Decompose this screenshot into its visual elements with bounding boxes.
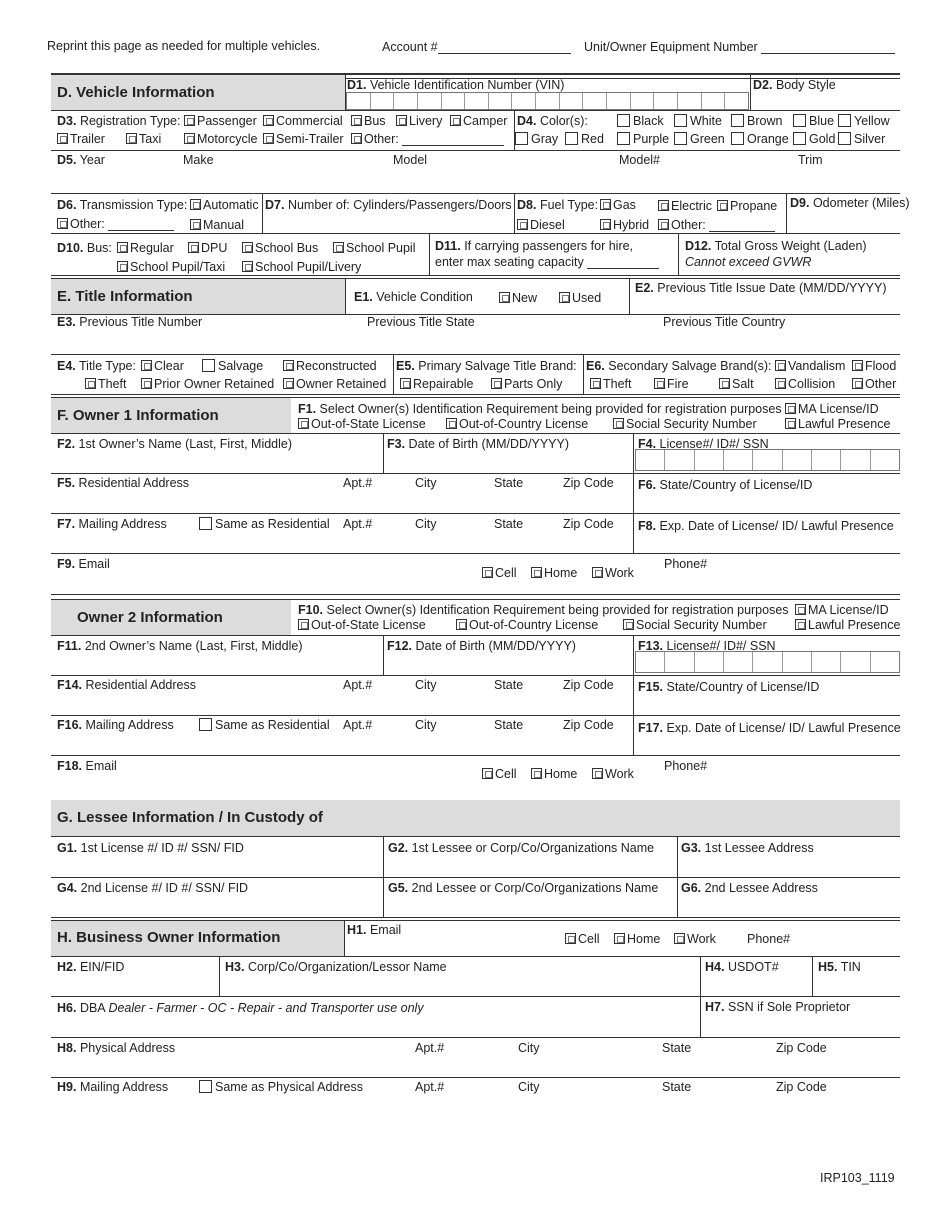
fuel-hybrid-checkbox[interactable]: Hybrid [600, 218, 649, 232]
f14-zip[interactable]: Zip Code [563, 678, 614, 692]
h3-corp-name[interactable]: H3. Corp/Co/Organization/Lessor Name [225, 960, 447, 974]
f14-residential-address[interactable]: F14. Residential Address [57, 678, 196, 692]
d8-label: Fuel Type: [539, 198, 599, 212]
d6-label: Transmission Type: [79, 198, 188, 212]
reg-livery-checkbox[interactable]: Livery [396, 114, 442, 128]
f9-home-checkbox[interactable]: Home [531, 566, 577, 580]
d11-label: If carrying passengers for hire, [464, 239, 634, 253]
f18-email[interactable]: F18. Email [57, 759, 117, 773]
e6-label: Secondary Salvage Brand(s): [608, 359, 772, 373]
h8-apt[interactable]: Apt.# [415, 1041, 445, 1055]
bus-regular-checkbox[interactable]: Regular [117, 241, 174, 255]
f16-zip[interactable]: Zip Code [563, 718, 614, 732]
rule [51, 150, 900, 151]
fuel-electric-checkbox[interactable]: Electric [658, 199, 712, 213]
f1-label: Select Owner(s) Identification Requirement being provided for registration purposes [319, 402, 782, 416]
h8-physical-address[interactable]: H8. Physical Address [57, 1041, 176, 1055]
brand-fire-checkbox[interactable]: Fire [654, 377, 689, 391]
g5-lessee-name[interactable]: G5. 2nd Lessee or Corp/Co/Organizations Name [388, 881, 659, 895]
rule [51, 433, 900, 434]
model-number-field[interactable]: Model# [619, 153, 660, 167]
rule [514, 193, 515, 233]
d3-label: Registration Type: [79, 114, 181, 128]
h4-usdot[interactable]: H4. USDOT# [705, 960, 779, 974]
rule [51, 233, 900, 234]
color-gold-checkbox[interactable]: Gold [793, 132, 835, 146]
brand-collision-checkbox[interactable]: Collision [775, 377, 835, 391]
section-g-title: G. Lessee Information / In Custody of [57, 809, 323, 826]
rule [344, 921, 345, 956]
reg-camper-checkbox[interactable]: Camper [450, 114, 507, 128]
color-purple-checkbox[interactable]: Purple [617, 132, 669, 146]
f13-license-input[interactable] [635, 651, 900, 673]
h1-phone[interactable]: Phone# [747, 932, 791, 946]
o2-id-ssn-checkbox[interactable]: Social Security Number [623, 618, 767, 632]
f17-expiration-date[interactable]: F17. Exp. Date of License/ ID/ Lawful Presence [638, 721, 901, 735]
f4-license-label: F4. License#/ ID#/ SSN [638, 437, 769, 451]
color-gray-checkbox[interactable]: Gray [515, 132, 558, 146]
rule [583, 354, 584, 394]
unit-number-label: Unit/Owner Equipment Number [584, 40, 758, 54]
rule [750, 75, 751, 110]
rule [678, 233, 679, 275]
reprint-note: Reprint this page as needed for multiple vehicles. [47, 39, 321, 53]
d2-body-style[interactable]: D2. Body Style [753, 78, 836, 92]
title-prior-owner-retained-checkbox[interactable]: Prior Owner Retained [141, 377, 274, 391]
color-green-checkbox[interactable]: Green [674, 132, 725, 146]
rule [383, 433, 384, 473]
fuel-propane-checkbox[interactable]: Propane [717, 199, 777, 213]
h7-ssn[interactable]: H7. SSN if Sole Proprietor [705, 1000, 851, 1014]
brand-vandalism-checkbox[interactable]: Vandalism [775, 359, 845, 373]
id-ssn-checkbox[interactable]: Social Security Number [613, 417, 757, 431]
f18-home-checkbox[interactable]: Home [531, 767, 577, 781]
g6-lessee-address[interactable]: G6. 2nd Lessee Address [681, 881, 818, 895]
bus-school-bus-checkbox[interactable]: School Bus [242, 241, 318, 255]
form-code: IRP103_1119 [820, 1171, 895, 1185]
e2-previous-title-date[interactable]: E2. Previous Title Issue Date (MM/DD/YYYY) [635, 281, 887, 295]
rule [51, 755, 900, 756]
g3-lessee-address[interactable]: G3. 1st Lessee Address [681, 841, 814, 855]
rule [51, 917, 900, 918]
unit-number-field[interactable] [584, 40, 895, 54]
f5-city[interactable]: City [415, 476, 437, 490]
f7-mailing-address[interactable]: F7. Mailing Address [57, 517, 167, 531]
f18-phone[interactable]: Phone# [664, 759, 708, 773]
f4-license-input[interactable] [635, 449, 900, 471]
condition-used-checkbox[interactable]: Used [559, 291, 601, 305]
f7-apt[interactable]: Apt.# [343, 517, 373, 531]
f5-apt[interactable]: Apt.# [343, 476, 373, 490]
fuel-diesel-checkbox[interactable]: Diesel [517, 218, 565, 232]
d1-number: D1. [347, 78, 367, 92]
o2-id-ma-license-checkbox[interactable]: MA License/ID [795, 603, 889, 617]
f15-state-country[interactable]: F15. State/Country of License/ID [638, 680, 820, 694]
f5-state[interactable]: State [494, 476, 524, 490]
color-orange-checkbox[interactable]: Orange [731, 132, 789, 146]
e5-number: E5. [396, 359, 415, 373]
owner2-title: Owner 2 Information [77, 609, 223, 626]
h9-same-as-physical-checkbox[interactable]: Same as Physical Address [199, 1080, 363, 1094]
d3-number: D3. [57, 114, 77, 128]
rule [262, 193, 263, 233]
color-white-checkbox[interactable]: White [674, 114, 722, 128]
f9-email[interactable]: F9. Email [57, 557, 110, 571]
f7-same-as-residential-checkbox[interactable]: Same as Residential [199, 517, 330, 531]
f5-residential-address[interactable]: F5. Residential Address [57, 476, 190, 490]
model-field[interactable]: Model [393, 153, 428, 167]
g2-lessee-name[interactable]: G2. 1st Lessee or Corp/Co/Organizations Name [388, 841, 655, 855]
previous-title-country[interactable]: Previous Title Country [663, 315, 786, 329]
d11-seating-capacity[interactable]: enter max seating capacity [435, 255, 659, 269]
h1-email[interactable]: H1. Email [347, 923, 402, 937]
id-ma-license-checkbox[interactable]: MA License/ID [785, 402, 879, 416]
h9-city[interactable]: City [518, 1080, 540, 1094]
e1-number: E1. [354, 290, 373, 304]
f18-work-checkbox[interactable]: Work [592, 767, 634, 781]
reg-semi-trailer-checkbox[interactable]: Semi-Trailer [263, 132, 344, 146]
rule [51, 513, 900, 514]
h9-mailing-address[interactable]: H9. Mailing Address [57, 1080, 169, 1094]
reg-commercial-checkbox[interactable]: Commercial [263, 114, 343, 128]
rule [51, 553, 900, 554]
bus-school-pupil-livery-checkbox[interactable]: School Pupil/Livery [242, 260, 361, 274]
reg-taxi-checkbox[interactable]: Taxi [126, 132, 161, 146]
rule [51, 394, 900, 395]
rule [51, 354, 900, 355]
account-field[interactable] [382, 40, 571, 54]
color-blue-checkbox[interactable]: Blue [793, 114, 834, 128]
h9-apt[interactable]: Apt.# [415, 1080, 445, 1094]
color-red-checkbox[interactable]: Red [565, 132, 604, 146]
d12-gross-weight[interactable]: D12. Total Gross Weight (Laden) [685, 239, 867, 253]
f1-number: F1. [298, 402, 317, 416]
h8-city[interactable]: City [518, 1041, 540, 1055]
rule [51, 594, 900, 595]
h1-cell-checkbox[interactable]: Cell [565, 932, 600, 946]
f16-apt[interactable]: Apt.# [343, 718, 373, 732]
f7-zip[interactable]: Zip Code [563, 517, 614, 531]
f5-zip[interactable]: Zip Code [563, 476, 614, 490]
rule [51, 715, 900, 716]
rule [629, 279, 630, 314]
brand-parts-only-checkbox[interactable]: Parts Only [491, 377, 562, 391]
color-black-checkbox[interactable]: Black [617, 114, 664, 128]
o2-id-out-of-state-checkbox[interactable]: Out-of-State License [298, 618, 426, 632]
g4-license[interactable]: G4. 2nd License #/ ID #/ SSN/ FID [57, 881, 249, 895]
f12-date-of-birth[interactable]: F12. Date of Birth (MM/DD/YYYY) [387, 639, 576, 653]
e1-label: Vehicle Condition [376, 290, 473, 304]
rule [633, 635, 634, 755]
o2-id-out-of-country-checkbox[interactable]: Out-of-Country License [456, 618, 598, 632]
make-field[interactable]: Make [183, 153, 214, 167]
f14-state[interactable]: State [494, 678, 524, 692]
f16-city[interactable]: City [415, 718, 437, 732]
h6-dba[interactable]: H6. DBA Dealer - Farmer - OC - Repair - and Transporter use only [57, 1001, 424, 1015]
rule [51, 996, 900, 997]
d1-label: Vehicle Identification Number (VIN) [369, 78, 565, 92]
d9-odometer[interactable]: D9. Odometer (Miles) [790, 196, 910, 210]
rule [51, 956, 900, 957]
d10-number: D10. [57, 241, 84, 255]
e5-label: Primary Salvage Title Brand: [418, 359, 577, 373]
vin-input[interactable] [346, 92, 749, 110]
f8-expiration-date[interactable]: F8. Exp. Date of License/ ID/ Lawful Presence [638, 519, 894, 533]
rule [345, 279, 346, 314]
f7-city[interactable]: City [415, 517, 437, 531]
reg-motorcycle-checkbox[interactable]: Motorcycle [184, 132, 257, 146]
reg-bus-checkbox[interactable]: Bus [351, 114, 386, 128]
f9-work-checkbox[interactable]: Work [592, 566, 634, 580]
h1-work-checkbox[interactable]: Work [674, 932, 716, 946]
f9-phone[interactable]: Phone# [664, 557, 708, 571]
reg-other-checkbox[interactable]: Other: [351, 132, 504, 146]
h9-state[interactable]: State [662, 1080, 692, 1094]
title-theft-checkbox[interactable]: Theft [85, 377, 127, 391]
title-reconstructed-checkbox[interactable]: Reconstructed [283, 359, 377, 373]
rule [383, 635, 384, 675]
rule [812, 956, 813, 996]
rule [51, 836, 900, 837]
h9-zip[interactable]: Zip Code [776, 1080, 827, 1094]
rule [51, 275, 900, 276]
h8-state[interactable]: State [662, 1041, 692, 1055]
rule [51, 473, 900, 474]
d8-number: D8. [517, 198, 537, 212]
brand-salt-checkbox[interactable]: Salt [719, 377, 754, 391]
title-clear-checkbox[interactable]: Clear [141, 359, 184, 373]
d5-year[interactable]: D5. Year [57, 153, 105, 167]
trans-other-checkbox[interactable]: Other: [57, 217, 174, 231]
d4-number: D4. [517, 114, 537, 128]
color-yellow-checkbox[interactable]: Yellow [838, 114, 890, 128]
rule [219, 956, 220, 996]
color-brown-checkbox[interactable]: Brown [731, 114, 782, 128]
brand-flood-checkbox[interactable]: Flood [852, 359, 896, 373]
h5-tin[interactable]: H5. TIN [818, 960, 861, 974]
rule [51, 877, 900, 878]
d4-label: Color(s): [539, 114, 588, 128]
reg-passenger-checkbox[interactable]: Passenger [184, 114, 257, 128]
d10-label: Bus: [86, 241, 112, 255]
f10-label: Select Owner(s) Identification Requirement being provided for registration purposes [326, 603, 789, 617]
bus-dpu-checkbox[interactable]: DPU [188, 241, 227, 255]
h8-zip[interactable]: Zip Code [776, 1041, 827, 1055]
condition-new-checkbox[interactable]: New [499, 291, 537, 305]
trim-field[interactable]: Trim [798, 153, 823, 167]
rule [51, 193, 900, 194]
fuel-gas-checkbox[interactable]: Gas [600, 198, 636, 212]
rule [51, 675, 900, 676]
trans-manual-checkbox[interactable]: Manual [190, 218, 244, 232]
bus-school-pupil-taxi-checkbox[interactable]: School Pupil/Taxi [117, 260, 225, 274]
section-e-title: E. Title Information [57, 288, 193, 305]
f3-date-of-birth[interactable]: F3. Date of Birth (MM/DD/YYYY) [387, 437, 569, 451]
e4-label: Title Type: [79, 359, 136, 373]
h2-ein[interactable]: H2. EIN/FID [57, 960, 125, 974]
e6-number: E6. [586, 359, 605, 373]
f13-license-label: F13. License#/ ID#/ SSN [638, 639, 776, 653]
f11-owner-name[interactable]: F11. 2nd Owner’s Name (Last, First, Middle) [57, 639, 303, 653]
rule [786, 193, 787, 233]
e4-number: E4. [57, 359, 76, 373]
rule [51, 1077, 900, 1078]
rule [393, 354, 394, 394]
title-salvage-checkbox[interactable]: Salvage [202, 359, 263, 373]
h1-home-checkbox[interactable]: Home [614, 932, 660, 946]
f18-cell-checkbox[interactable]: Cell [482, 767, 517, 781]
f16-mailing-address[interactable]: F16. Mailing Address [57, 718, 174, 732]
f6-state-country[interactable]: F6. State/Country of License/ID [638, 478, 813, 492]
id-out-of-country-checkbox[interactable]: Out-of-Country License [446, 417, 588, 431]
f2-owner-name[interactable]: F2. 1st Owner’s Name (Last, First, Middle) [57, 437, 293, 451]
fuel-other-checkbox[interactable]: Other: [658, 218, 775, 232]
title-owner-retained-checkbox[interactable]: Owner Retained [283, 377, 386, 391]
f7-state[interactable]: State [494, 517, 524, 531]
color-silver-checkbox[interactable]: Silver [838, 132, 885, 146]
brand-theft-checkbox[interactable]: Theft [590, 377, 632, 391]
trans-automatic-checkbox[interactable]: Automatic [190, 198, 259, 212]
id-out-of-state-checkbox[interactable]: Out-of-State License [298, 417, 426, 431]
brand-repairable-checkbox[interactable]: Repairable [400, 377, 473, 391]
rule [51, 1037, 900, 1038]
rule [51, 110, 900, 111]
f16-same-as-residential-checkbox[interactable]: Same as Residential [199, 718, 330, 732]
section-d-title: D. Vehicle Information [57, 84, 215, 101]
section-h-title: H. Business Owner Information [57, 929, 281, 946]
e3-previous-title-number[interactable]: E3. Previous Title Number [57, 315, 203, 329]
d11-number: D11. [435, 239, 461, 253]
rule [51, 635, 900, 636]
bus-school-pupil-checkbox[interactable]: School Pupil [333, 241, 416, 255]
d6-number: D6. [57, 198, 77, 212]
rule [633, 433, 634, 553]
id-lawful-presence-checkbox[interactable]: Lawful Presence [785, 417, 890, 431]
f10-number: F10. [298, 603, 324, 617]
f16-state[interactable]: State [494, 718, 524, 732]
o2-id-lawful-presence-checkbox[interactable]: Lawful Presence [795, 618, 900, 632]
brand-other-checkbox[interactable]: Other [852, 377, 896, 391]
g1-license[interactable]: G1. 1st License #/ ID #/ SSN/ FID [57, 841, 244, 855]
account-label: Account # [382, 40, 438, 54]
d7-cylinders-passengers-doors[interactable]: D7. Number of: Cylinders/Passengers/Doors [265, 198, 512, 212]
reg-trailer-checkbox[interactable]: Trailer [57, 132, 105, 146]
section-f-title: F. Owner 1 Information [57, 407, 219, 424]
d12-note: Cannot exceed GVWR [685, 255, 812, 269]
previous-title-state[interactable]: Previous Title State [367, 315, 475, 329]
f9-cell-checkbox[interactable]: Cell [482, 566, 517, 580]
rule [429, 233, 430, 275]
f14-apt[interactable]: Apt.# [343, 678, 373, 692]
f14-city[interactable]: City [415, 678, 437, 692]
